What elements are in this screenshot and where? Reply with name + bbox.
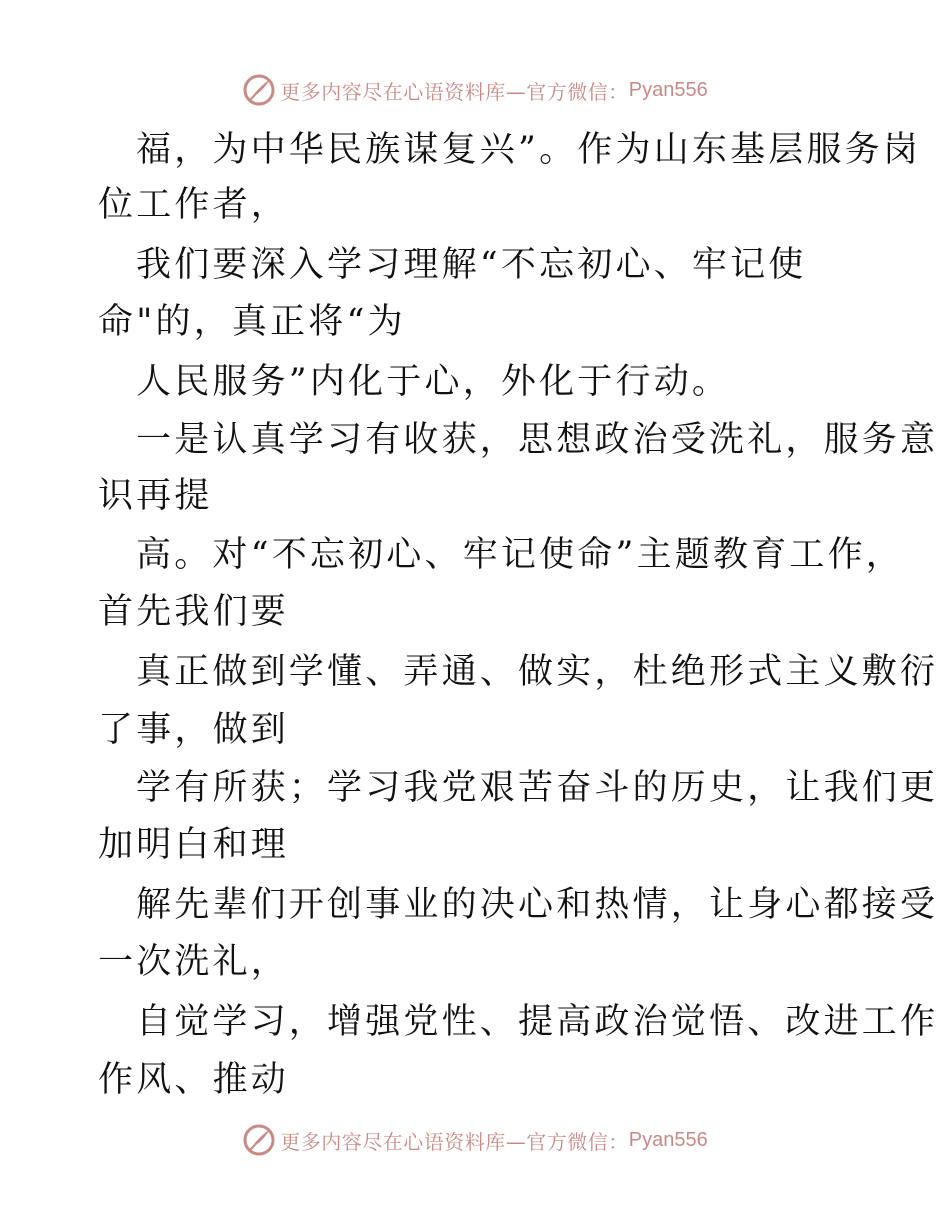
paragraph-5-line-2: 首先我们要 xyxy=(98,592,290,632)
paragraph-2-line-1: 我们要深入学习理解“不忘初心、牢记使 xyxy=(136,245,807,285)
paragraph-7-line-2: 加明白和理 xyxy=(98,825,290,865)
paragraph-8-line-2: 一次洗礼， xyxy=(98,942,290,982)
paragraph-5-line-1: 高。对“不忘初心、牢记使命”主题教育工作， xyxy=(136,535,904,575)
paragraph-2-line-2: 命"的，真正将“为 xyxy=(98,302,406,342)
header-watermark xyxy=(0,70,950,110)
watermark-wechat-id: Pyan556 xyxy=(628,78,708,101)
watermark-text: 更多内容尽在心语资料库—官方微信： xyxy=(280,1129,629,1154)
paragraph-1-line-2: 位工作者， xyxy=(98,185,290,225)
paragraph-6-line-2: 了事，做到 xyxy=(98,710,290,750)
paragraph-8-line-1: 解先辈们开创事业的决心和热情，让身心都接受 xyxy=(136,885,939,925)
paragraph-7-line-1: 学有所获；学习我党艰苦奋斗的历史，让我们更 xyxy=(136,768,939,808)
quill-logo-icon xyxy=(242,1123,276,1157)
paragraph-1-line-1: 福，为中华民族谋复兴”。作为山东基层服务岗 xyxy=(136,130,922,170)
paragraph-6-line-1: 真正做到学懂、弄通、做实，杜绝形式主义敷衍 xyxy=(136,652,939,692)
paragraph-9-line-2: 作风、推动 xyxy=(98,1060,290,1100)
paragraph-4-line-2: 识再提 xyxy=(98,476,213,516)
quill-logo-icon xyxy=(242,73,276,107)
paragraph-9-line-1: 自觉学习，增强党性、提高政治觉悟、改进工作 xyxy=(136,1002,939,1042)
watermark-text: 更多内容尽在心语资料库—官方微信： xyxy=(280,79,629,104)
footer-watermark xyxy=(0,1120,950,1160)
paragraph-3-line-1: 人民服务”内化于心，外化于行动。 xyxy=(136,362,731,402)
watermark-wechat-id: Pyan556 xyxy=(628,1128,708,1151)
paragraph-4-line-1: 一是认真学习有收获，思想政治受洗礼，服务意 xyxy=(136,420,939,460)
